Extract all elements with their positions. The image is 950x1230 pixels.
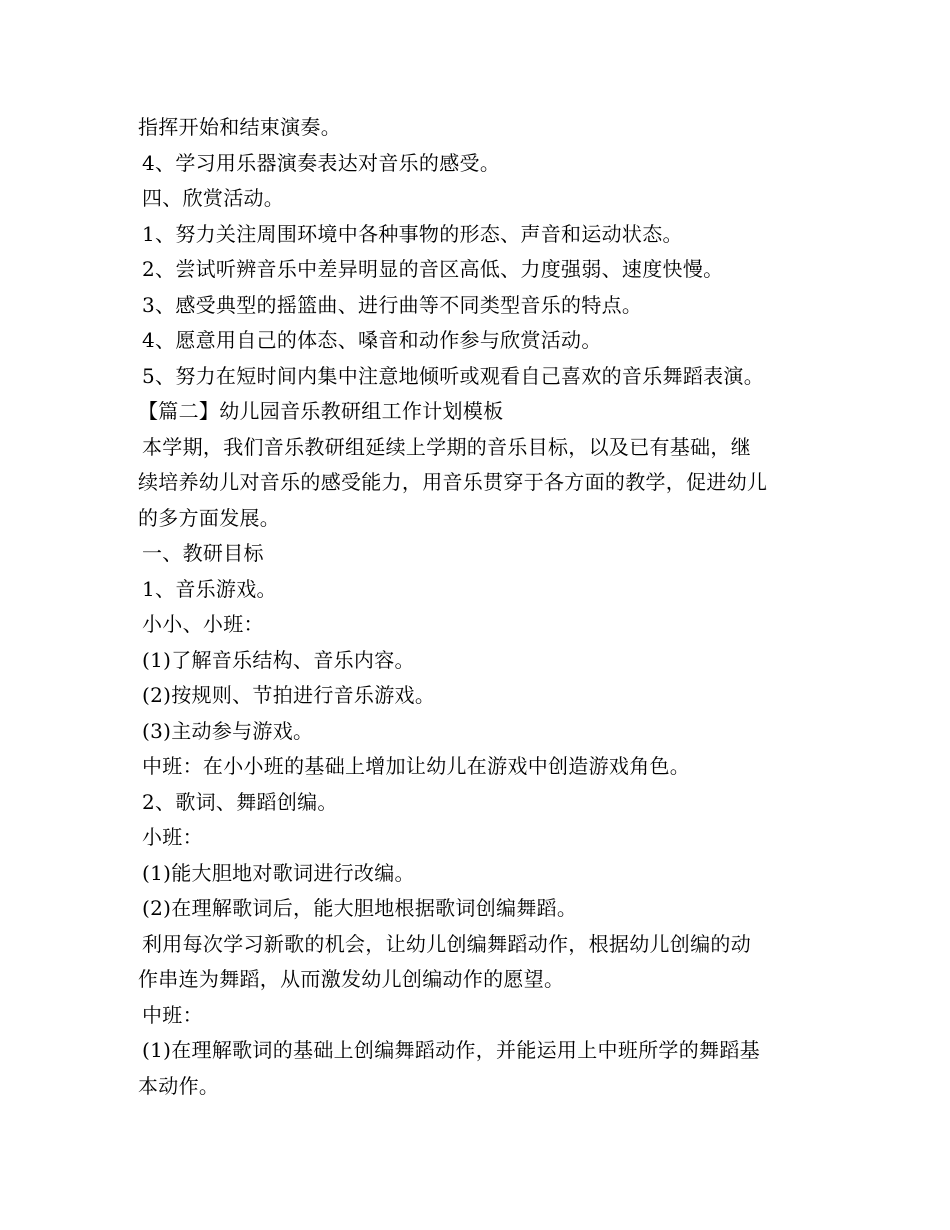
text-line: (1)能大胆地对歌词进行改编。 <box>142 860 415 885</box>
text-line: 1、音乐游戏。 <box>142 576 277 601</box>
text-line: 2、歌词、舞蹈创编。 <box>142 789 338 814</box>
text-line: (2)在理解歌词后，能大胆地根据歌词创编舞蹈。 <box>142 896 578 920</box>
text-line: 3、感受典型的摇篮曲、进行曲等不同类型音乐的特点。 <box>142 292 643 317</box>
document-body <box>138 110 818 1104</box>
text-line: (3)主动参与游戏。 <box>142 718 314 743</box>
text-line: (2)按规则、节拍进行音乐游戏。 <box>142 683 436 707</box>
text-line: 5、努力在短时间内集中注意地倾听或观看自己喜欢的音乐舞蹈表演。 <box>142 363 765 388</box>
text-line: 4、愿意用自己的体态、嗓音和动作参与欣赏活动。 <box>142 328 602 352</box>
chapter-heading: 【篇二】幼儿园音乐教研组工作计划模板 <box>138 399 504 423</box>
section-heading: 四、欣赏活动。 <box>142 186 285 210</box>
text-line: 的多方面发展。 <box>138 505 281 530</box>
text-line: 小小、小班： <box>142 612 264 636</box>
text-line: (1)了解音乐结构、音乐内容。 <box>142 647 415 672</box>
text-line: 4、学习用乐器演奏表达对音乐的感受。 <box>142 150 501 175</box>
section-heading: 一、教研目标 <box>142 541 264 565</box>
text-line: 作串连为舞蹈，从而激发幼儿创编动作的愿望。 <box>138 967 565 991</box>
text-line: 2、尝试听辨音乐中差异明显的音区高低、力度强弱、速度快慢。 <box>142 257 724 281</box>
text-line: 续培养幼儿对音乐的感受能力，用音乐贯穿于各方面的教学，促进幼儿 <box>138 470 768 494</box>
text-line: 本学期，我们音乐教研组延续上学期的音乐目标，以及已有基础，继 <box>142 434 751 459</box>
text-line: 本动作。 <box>138 1073 220 1098</box>
text-line: 1、努力关注周围环境中各种事物的形态、声音和运动状态。 <box>142 221 683 246</box>
text-line: 指挥开始和结束演奏。 <box>138 115 341 139</box>
text-line: 利用每次学习新歌的机会，让幼儿创编舞蹈动作，根据幼儿创编的动 <box>142 931 751 956</box>
text-line: (1)在理解歌词的基础上创编舞蹈动作，并能运用上中班所学的舞蹈基 <box>142 1038 760 1062</box>
text-line: 中班： <box>142 1002 203 1027</box>
text-line: 中班：在小小班的基础上增加让幼儿在游戏中创造游戏角色。 <box>142 754 691 778</box>
text-line: 小班： <box>142 825 203 849</box>
